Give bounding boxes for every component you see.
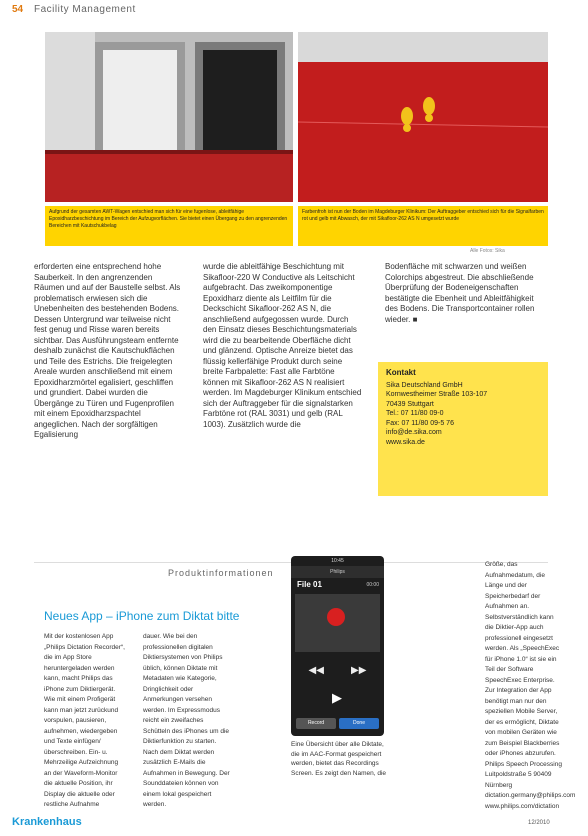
body-text: Bodenfläche mit schwarzen und weißen Colorchips abgestreut. Die abschließende Überprüfung der Bodeneigenschaften bestätigte die Ebenheit und Ableitfähigkeit des Bodens. Die Transportcontainer rollen wieder. ■ <box>385 262 535 324</box>
play-icon: ▶ <box>332 690 342 705</box>
article-column-3 <box>485 560 576 812</box>
record-dot-icon <box>327 608 345 626</box>
contact-box <box>378 362 548 496</box>
red-floor-illustration <box>298 32 548 202</box>
contact-city: 70439 Stuttgart <box>386 400 434 408</box>
rewind-icon: ◀◀ <box>308 664 324 676</box>
section-header: Facility Management <box>34 4 136 15</box>
contact-fax: Fax: 07 11/80 09-5 76 <box>386 419 454 427</box>
contact-company: Sika Deutschland GmbH <box>386 381 463 389</box>
forward-icon: ▶▶ <box>351 664 367 676</box>
article-column-2 <box>143 632 231 811</box>
phone-file-name: File 01 <box>297 580 322 589</box>
contact-title: Kontakt <box>386 368 416 377</box>
body-text: erforderten eine entsprechend hohe Sauberkeit. In den angrenzenden Räumen und auf der Baustelle selbst. Als problematisch erwiesen sich die Unebenheiten des bestehenden Bodens. Dessen Untergrund war teilweise nicht fest genug und Risse waren bereits sichtbar. Das Ausführungsteam entfernte deshalb zunächst die Kautschukflächen und Teile des Estrichs. Die freigelegten Areale wurden anschließend mit einem Epoxidharzmörtel egalisiert, geschliffen und grundiert. Dabei wurden die Übergänge zu Türen und Fugenprofilen mit einem Epoxidharzspachtel angeglichen. Nach der sorgfältigen Egalisierung <box>34 262 181 439</box>
phone-done-button: Done <box>339 718 379 729</box>
article-text: Mit der kostenlosen App „Philips Dictation Recorder“, die im App Store heruntergeladen werden kann, macht Philips das iPhone zum Diktiergerät. Wie mit einem Profigerät kann man jetzt zurückund vorspulen, pausieren, aufnehmen, wiedergeben und Texte einfügen/überschreiben. Ein- u. Mehrzeilige Aufzeichnung an der Waveform-Monitor die aktuelle Position, ihr Display die aktuelle oder restliche Aufnahme <box>44 633 125 808</box>
page-number: 54 <box>12 4 24 15</box>
phone-time: 00:00 <box>366 582 379 588</box>
article-column-1 <box>44 632 126 811</box>
contact-web[interactable]: www.sika.de <box>386 438 425 446</box>
contact-tel: Tel.: 07 11/80 09-0 <box>386 410 444 417</box>
phone-caption: Eine Übersicht über alle Diktate, die im AAC-Format gespeichert werden, bietet das Recordings Screen. Es zeigt den Namen, die <box>291 741 387 777</box>
right-photo-caption: Farbenfroh ist nun der Boden im Magdeburger Klinikum: Der Auftraggeber entschied sich für die Signalfarben rot und gelb mit Abwasch, der mit Sikafloor-262 AS N umgesetzt wurde <box>298 206 548 246</box>
article-text: Größe, das Aufnahmedatum, die Länge und der Speicherbedarf der Aufnahmen an. Selbstverständlich kann die Diktier-App auch professionell eingesetzt werden. Als „SpeechExec für iPhone 1.0“ ist sie ein Teil der Software SpeechExec Enterprise. Zur Integration der App benötigt man nur den speziellen Mobile Server, der es ermöglicht, Diktate von mobilen Geräten wie zum Beispiel Blackberries oder iPhones abzurufen. Philips Speech Processing Luitpoldstraße 5 90409 Nürnberg dictation.germany@philips.com www.philips.com/dictation <box>485 561 576 810</box>
contact-email[interactable]: info@de.sika.com <box>386 429 442 436</box>
body-column-1 <box>34 262 184 441</box>
contact-street: Kornwestheimer Straße 103-107 <box>386 391 488 398</box>
red-floor-photo <box>298 32 548 202</box>
product-section-header: Produktinformationen <box>168 568 274 578</box>
elevator-photo <box>45 32 293 202</box>
article-text: dauer. Wie bei den professionellen digitalen Diktiersystemen von Philips üblich, können Diktate mit Metadaten wie Kategorie, Dringlichkeit oder Anmerkungen versehen werden. Im Expressmodus reicht ein zweifaches Schütteln des iPhones um die Diktierfunktion zu starten. Nach dem Diktat werden zusätzlich E-Mails die Aufnahmen in Bewegung. Der Sounddateien können von einem lokal gespeichert werden. <box>143 633 230 808</box>
phone-screenshot <box>291 556 384 736</box>
phone-status-bar: 10:45 <box>331 558 344 564</box>
body-column-2 <box>203 262 363 430</box>
photo-credit: Alle Fotos: Sika <box>470 248 505 254</box>
phone-title-bar: Philips <box>291 566 384 578</box>
body-column-3 <box>385 262 545 325</box>
phone-controls <box>295 656 380 684</box>
phone-record-button: Record <box>296 718 336 729</box>
article-title: Neues App – iPhone zum Diktat bitte <box>44 609 240 623</box>
footer-logo: Krankenhaus <box>12 816 82 828</box>
phone-waveform <box>295 594 380 652</box>
elevator-illustration <box>45 32 293 202</box>
body-text: wurde die ableitfähige Beschichtung mit Sikafloor-220 W Conductive als Leitschicht aufgebracht. Das zweikomponentige Epoxidharz diente als Leitfilm für die Deckschicht Sikafloor-262 AS N, die anschließend aufgegossen wurde. Durch den Einsatz dieses Beschichtungsmaterials wird die zu bearbeitende Oberfläche dicht und glänzend. Optische Anreize bietet das flüssig kellerfähige Produkt durch seine breite Farbpalette: Fast alle Farbtöne können mit Sikafloor-262 AS N realisiert werden. Im Magdeburger Klinikum entschied sich der Auftraggeber für die signalstarken Farbtöne rot (RAL 3031) und gelb (RAL 1003). Zusätzlich wurde die <box>203 262 362 429</box>
left-photo-caption: Aufgrund der gesamten AWT-Wagen entschied man sich für eine fugenlose, ableitfähige Epoxidharzbeschichtung im Bereich der Aufzugvorflächen. Sie bietet einen Übergang zu den angrenzenden Bereichen mit Kautschukbelag <box>45 206 293 246</box>
footer-date: 12/2010 <box>528 820 550 826</box>
